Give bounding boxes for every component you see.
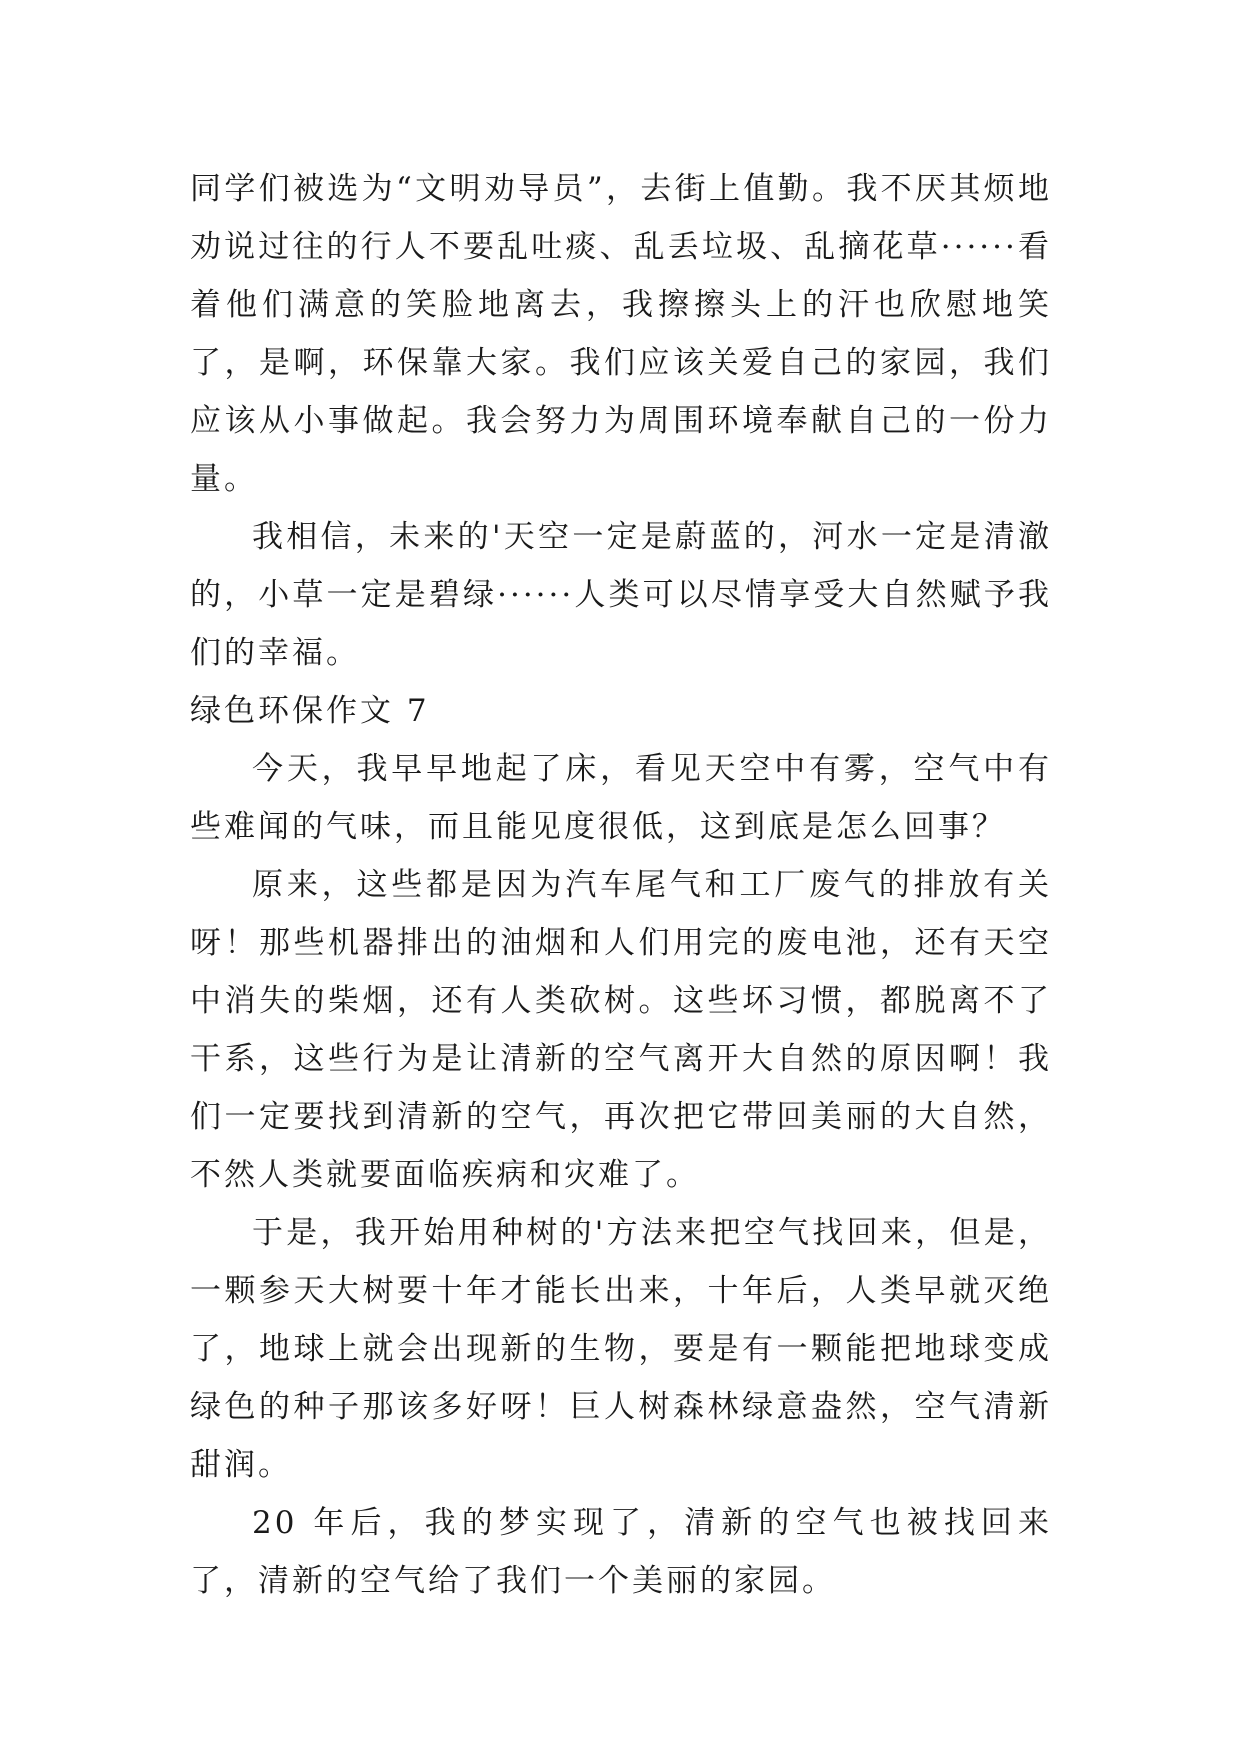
paragraph-future: 我相信，未来的'天空一定是蔚蓝的，河水一定是清澈的，小草一定是碧绿······人类可以尽情享受大自然赋予我们的幸福。 xyxy=(190,519,1052,671)
paragraph-volunteer: 同学们被选为“文明劝导员”，去街上值勤。我不厌其烦地劝说过往的行人不要乱吐痰、乱丢垃圾、乱摘花草······看着他们满意的笑脸地离去，我擦擦头上的汗也欣慰地笑了，是啊，环保靠大家。我们应该关爱自己的家园，我们应该从小事做起。我会努力为周围环境奉献自己的一份力量。 xyxy=(190,171,1052,497)
essay-heading: 绿色环保作文 7 xyxy=(190,693,430,729)
paragraph-fog: 今天，我早早地起了床，看见天空中有雾，空气中有些难闻的气味，而且能见度很低，这到底是怎么回事？ xyxy=(190,751,1052,845)
paragraph-trees: 于是，我开始用种树的'方法来把空气找回来，但是，一颗参天大树要十年才能长出来，十年后，人类早就灭绝了，地球上就会出现新的生物，要是有一颗能把地球变成绿色的种子那该多好呀！巨人树森林绿意盎然，空气清新甜润。 xyxy=(190,1215,1052,1483)
paragraph-dream: 20 年后，我的梦实现了，清新的空气也被找回来了，清新的空气给了我们一个美丽的家园。 xyxy=(190,1505,1052,1599)
paragraph-cause: 原来，这些都是因为汽车尾气和工厂废气的排放有关呀！那些机器排出的油烟和人们用完的废电池，还有天空中消失的柴烟，还有人类砍树。这些坏习惯，都脱离不了干系，这些行为是让清新的空气离开大自然的原因啊！我们一定要找到清新的空气，再次把它带回美丽的大自然，不然人类就要面临疾病和灾难了。 xyxy=(190,867,1052,1193)
document-body xyxy=(190,160,1052,1610)
